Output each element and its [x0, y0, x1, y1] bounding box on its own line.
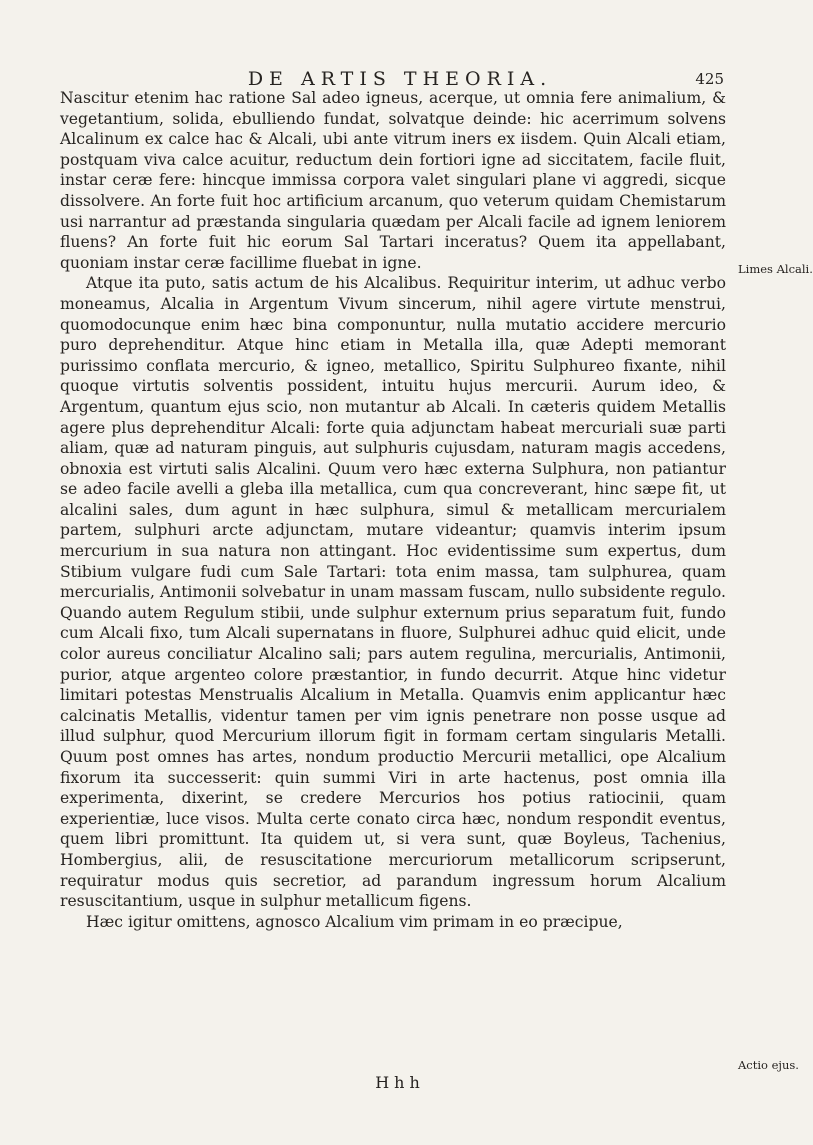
page-number: 425 — [695, 70, 724, 88]
signature-mark: Hhh — [375, 1073, 425, 1092]
main-text — [60, 88, 726, 932]
paragraph-3: Hæc igitur omittens, agnosco Alcalium vim primam in eo præcipue, — [86, 912, 623, 931]
page-header — [0, 68, 800, 90]
paragraph-1: Nascitur etenim hac ratione Sal adeo igneus, acerque, ut omnia fere animalium, & vegetantium, solida, ebulliendo fundat, solvatque deinde: hic acerrimum solvens Alcalinum ex calce hac & Alcali, ubi ante vitrum iners ex iisdem. Quin Alcali etiam, postquam viva calce acuitur, reductum dein fortiori igne ad siccitatem, facile fluit, instar ceræ fere: hincque immissa corpora valet singulari plane vi aggredi, sicque dissolvere. An forte fuit hoc artificium arcanum, quo veterum quidam Chemistarum usi narrantur ad præstanda singularia quædam per Alcali facile ad ignem leniorem fluens? An forte fuit hic eorum Sal Tartari inceratus? Quem ita appellabant, quoniam instar ceræ facillime fluebat in igne. — [60, 89, 726, 272]
margin-note-actio: Actio ejus. — [738, 1058, 799, 1072]
running-head: DE ARTIS THEORIA. — [247, 68, 553, 90]
paragraph-2: Atque ita puto, satis actum de his Alcalibus. Requiritur interim, ut adhuc verbo moneamus, Alcalia in Argentum Vivum sincerum, nihil agere virtute menstrui, quomodocunque enim hæc bina componuntur, nulla mutatio accidere mercurio puro deprehenditur. Atque hinc etiam in Metalla illa, quæ Adepti memorant purissimo conflata mercurio, & igneo, metallico, Spiritu Sulphureo fixante, nihil quoque virtutis solventis possident, intuitu hujus mercurii. Aurum ideo, & Argentum, quantum ejus scio, non mutantur ab Alcali. In cæteris quidem Metallis agere plus deprehenditur Alcali: forte quia adjunctam habeat mercuriali suæ parti aliam, quæ ad naturam pinguis, aut sulphuris cujusdam, naturam magis accedens, obnoxia est virtuti salis Alcalini. Quum vero hæc externa Sulphura, non patiantur se adeo facile avelli a gleba illa metallica, cum qua concreverant, hinc sæpe fit, ut alcalini sales, dum agunt in hæc sulphura, simul & metallicam mercurialem partem, sulphuri arcte adjunctam, mutare videantur; quamvis interim ipsum mercurium in sua natura non attingant. Hoc evidentissime sum expertus, dum Stibium vulgare fudi cum Sale Tartari: tota enim massa, tam sulphurea, quam mercurialis, Antimonii solvebatur in unam massam fuscam, nullo subsidente regulo. Quando autem Regulum stibii, unde sulphur externum prius separatum fuit, fundo cum Alcali fixo, tum Alcali supernatans in fluore, Sulphurei adhuc quid elicit, unde color aureus conciliatur Alcalino sali; pars autem regulina, mercurialis, Antimonii, purior, atque argenteo colore præstantior, in fundo decurrit. Atque hinc videtur limitari potestas Menstrualis Alcalium in Metalla. Quamvis enim applicantur hæc calcinatis Metallis, videntur tamen per vim ignis penetrare non posse usque ad illud sulphur, quod Mercurium illorum figit in formam certam singularis Metalli. Quum post omnes has artes, nondum productio Mercurii metallici, ope Alcalium fixorum ita successerit: quin summi Viri in arte hactenus, post omnia illa experimenta, dixerint, se credere Mercurios hos potius ratiocinii, quam experientiæ, luce visos. Multa certe conato circa hæc, nondum respondit eventus, quem libri promittunt. Ita quidem ut, si vera sunt, quæ Boyleus, Tachenius, Hombergius, alii, de resuscitatione mercuriorum metallicorum scripserunt, requiratur modus quis secretior, ad parandum ingressum horum Alcalium resuscitantium, usque in sulphur metallicum figens. — [60, 274, 726, 911]
margin-note-limes: Limes Alcali. — [738, 262, 813, 276]
